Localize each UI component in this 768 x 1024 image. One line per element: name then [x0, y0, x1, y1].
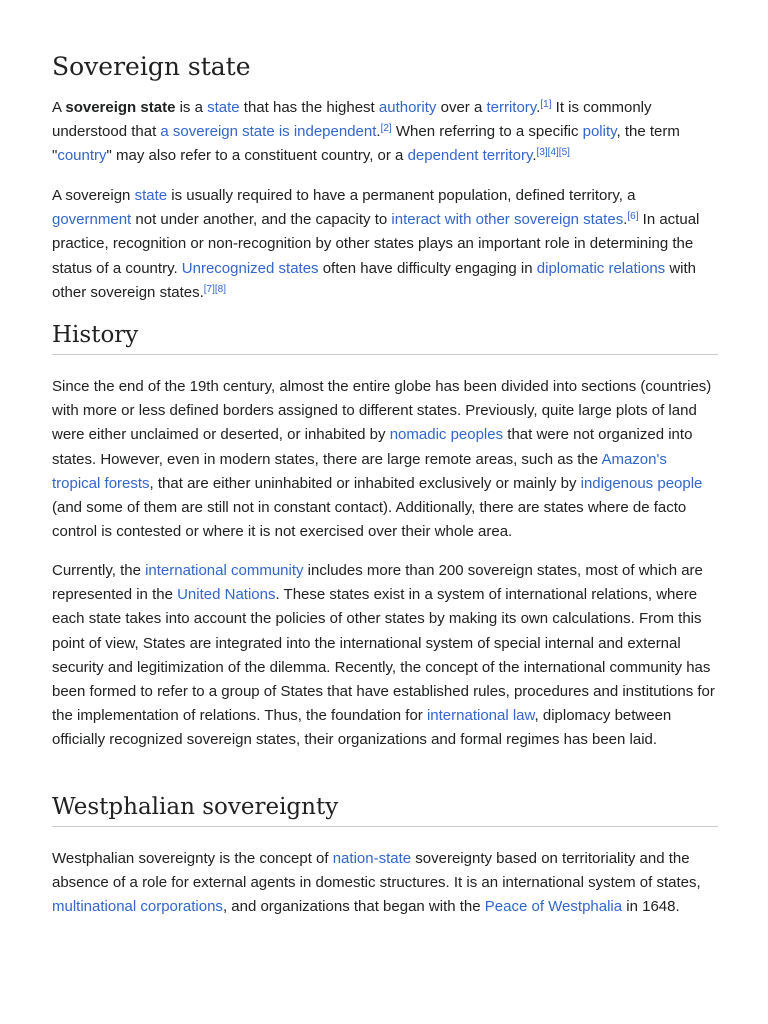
section-westphalian: [52, 794, 718, 827]
link-peace-of-westphalia[interactable]: Peace of Westphalia: [484, 898, 623, 916]
section-history: [52, 322, 718, 355]
section-divider: [52, 354, 718, 355]
citation-2[interactable]: [2]: [380, 123, 392, 135]
citation-1[interactable]: [1]: [540, 99, 552, 110]
link-territory[interactable]: territory: [486, 99, 537, 116]
link-unrecognized-states[interactable]: Unrecognized states: [181, 259, 319, 277]
link-united-nations[interactable]: United Nations: [177, 586, 276, 604]
link-nation-state[interactable]: nation-state: [332, 850, 412, 867]
citation-4[interactable]: [4]: [547, 147, 559, 159]
link-nomadic-peoples[interactable]: nomadic peoples: [389, 426, 504, 444]
section-heading-westphalian: Westphalian sovereignty: [52, 794, 339, 820]
citation-6[interactable]: [6]: [627, 211, 639, 223]
history-paragraph-1: Since the end of the 19th century, almost the entire globe has been divided into sections (countries) with more or less defined borders assigned to different states. Previously, quite large plots of land were either unclaimed or deserted, or inhabited by nomadic peoples that were not organized into states. However, even in modern states, there are large remote areas, such as the Amazon's tropical forests, that are either uninhabited or inhabited exclusively or mainly by indigenous people (and some of them are still not in constant contact). Additionally, there are states where de facto control is contested or where it is not exercised over their whole area.: [52, 378, 712, 541]
page-title: Sovereign state: [52, 52, 251, 81]
history-paragraph-2: Currently, the international community includes more than 200 sovereign states, most of which are represented in the United Nations. These states exist in a system of international relations, where each state takes into account the policies of other states by making its own calculations. From this point of view, States are integrated into the international system of special internal and external security and legitimization of the dilemma. Recently, the concept of the international community has been formed to refer to a group of States that have established rules, procedures and institutions for the implementation of relations. Thus, the foundation for international law, diplomacy between officially recognized sovereign states, their organizations and formal regimes has been laid.: [52, 562, 715, 749]
bold-term: sovereign state: [65, 99, 176, 116]
link-independent[interactable]: a sovereign state is independent: [160, 123, 377, 141]
link-amazon-forests[interactable]: Amazon's tropical forests: [52, 450, 667, 492]
link-international-law[interactable]: international law: [426, 707, 535, 725]
link-country[interactable]: country: [57, 147, 107, 165]
citation-5[interactable]: [5]: [558, 147, 570, 159]
link-state[interactable]: state: [207, 99, 240, 116]
link-polity[interactable]: polity: [582, 123, 617, 141]
link-government[interactable]: government: [52, 211, 132, 229]
link-diplomatic-relations[interactable]: diplomatic relations: [536, 259, 666, 277]
link-dependent-territory[interactable]: dependent territory: [407, 147, 533, 165]
westphalian-paragraph-1: Westphalian sovereignty is the concept of nation-state sovereignty based on territoriality and the absence of a role for external agents in domestic structures. It is an international system of states, multinational corporations, and organizations that began with the Peace of Westphalia in 1648.: [52, 850, 701, 916]
intro-paragraph-2: A sovereign state is usually required to have a permanent population, defined territory, a government not under another, and the capacity to interact with other sovereign states.[6] In actual practice, recognition or non-recognition by other states plays an important role in determining the status of a country. Unrecognized states often have difficulty engaging in diplomatic relations with other sovereign states.[7][8]: [52, 187, 700, 301]
citation-3[interactable]: [3]: [536, 147, 548, 159]
link-international-community[interactable]: international community: [145, 562, 304, 579]
link-authority[interactable]: authority: [378, 99, 437, 116]
citation-8[interactable]: [8]: [214, 283, 227, 295]
link-state[interactable]: state: [134, 187, 168, 204]
citation-7[interactable]: [7]: [203, 283, 215, 295]
section-divider: [52, 826, 718, 827]
link-interact[interactable]: interact with other sovereign states: [391, 211, 624, 229]
link-indigenous-people[interactable]: indigenous people: [580, 474, 703, 492]
section-heading-history: History: [52, 322, 139, 348]
link-multinational-corporations[interactable]: multinational corporations: [52, 898, 223, 916]
intro-paragraph-1: A sovereign state is a state that has the highest authority over a territory.[1] It is commonly understood that a sovereign state is independent.[2] When referring to a specific polity, the term "country" may also refer to a constituent country, or a dependent territory.[3][4][5]: [52, 99, 680, 165]
